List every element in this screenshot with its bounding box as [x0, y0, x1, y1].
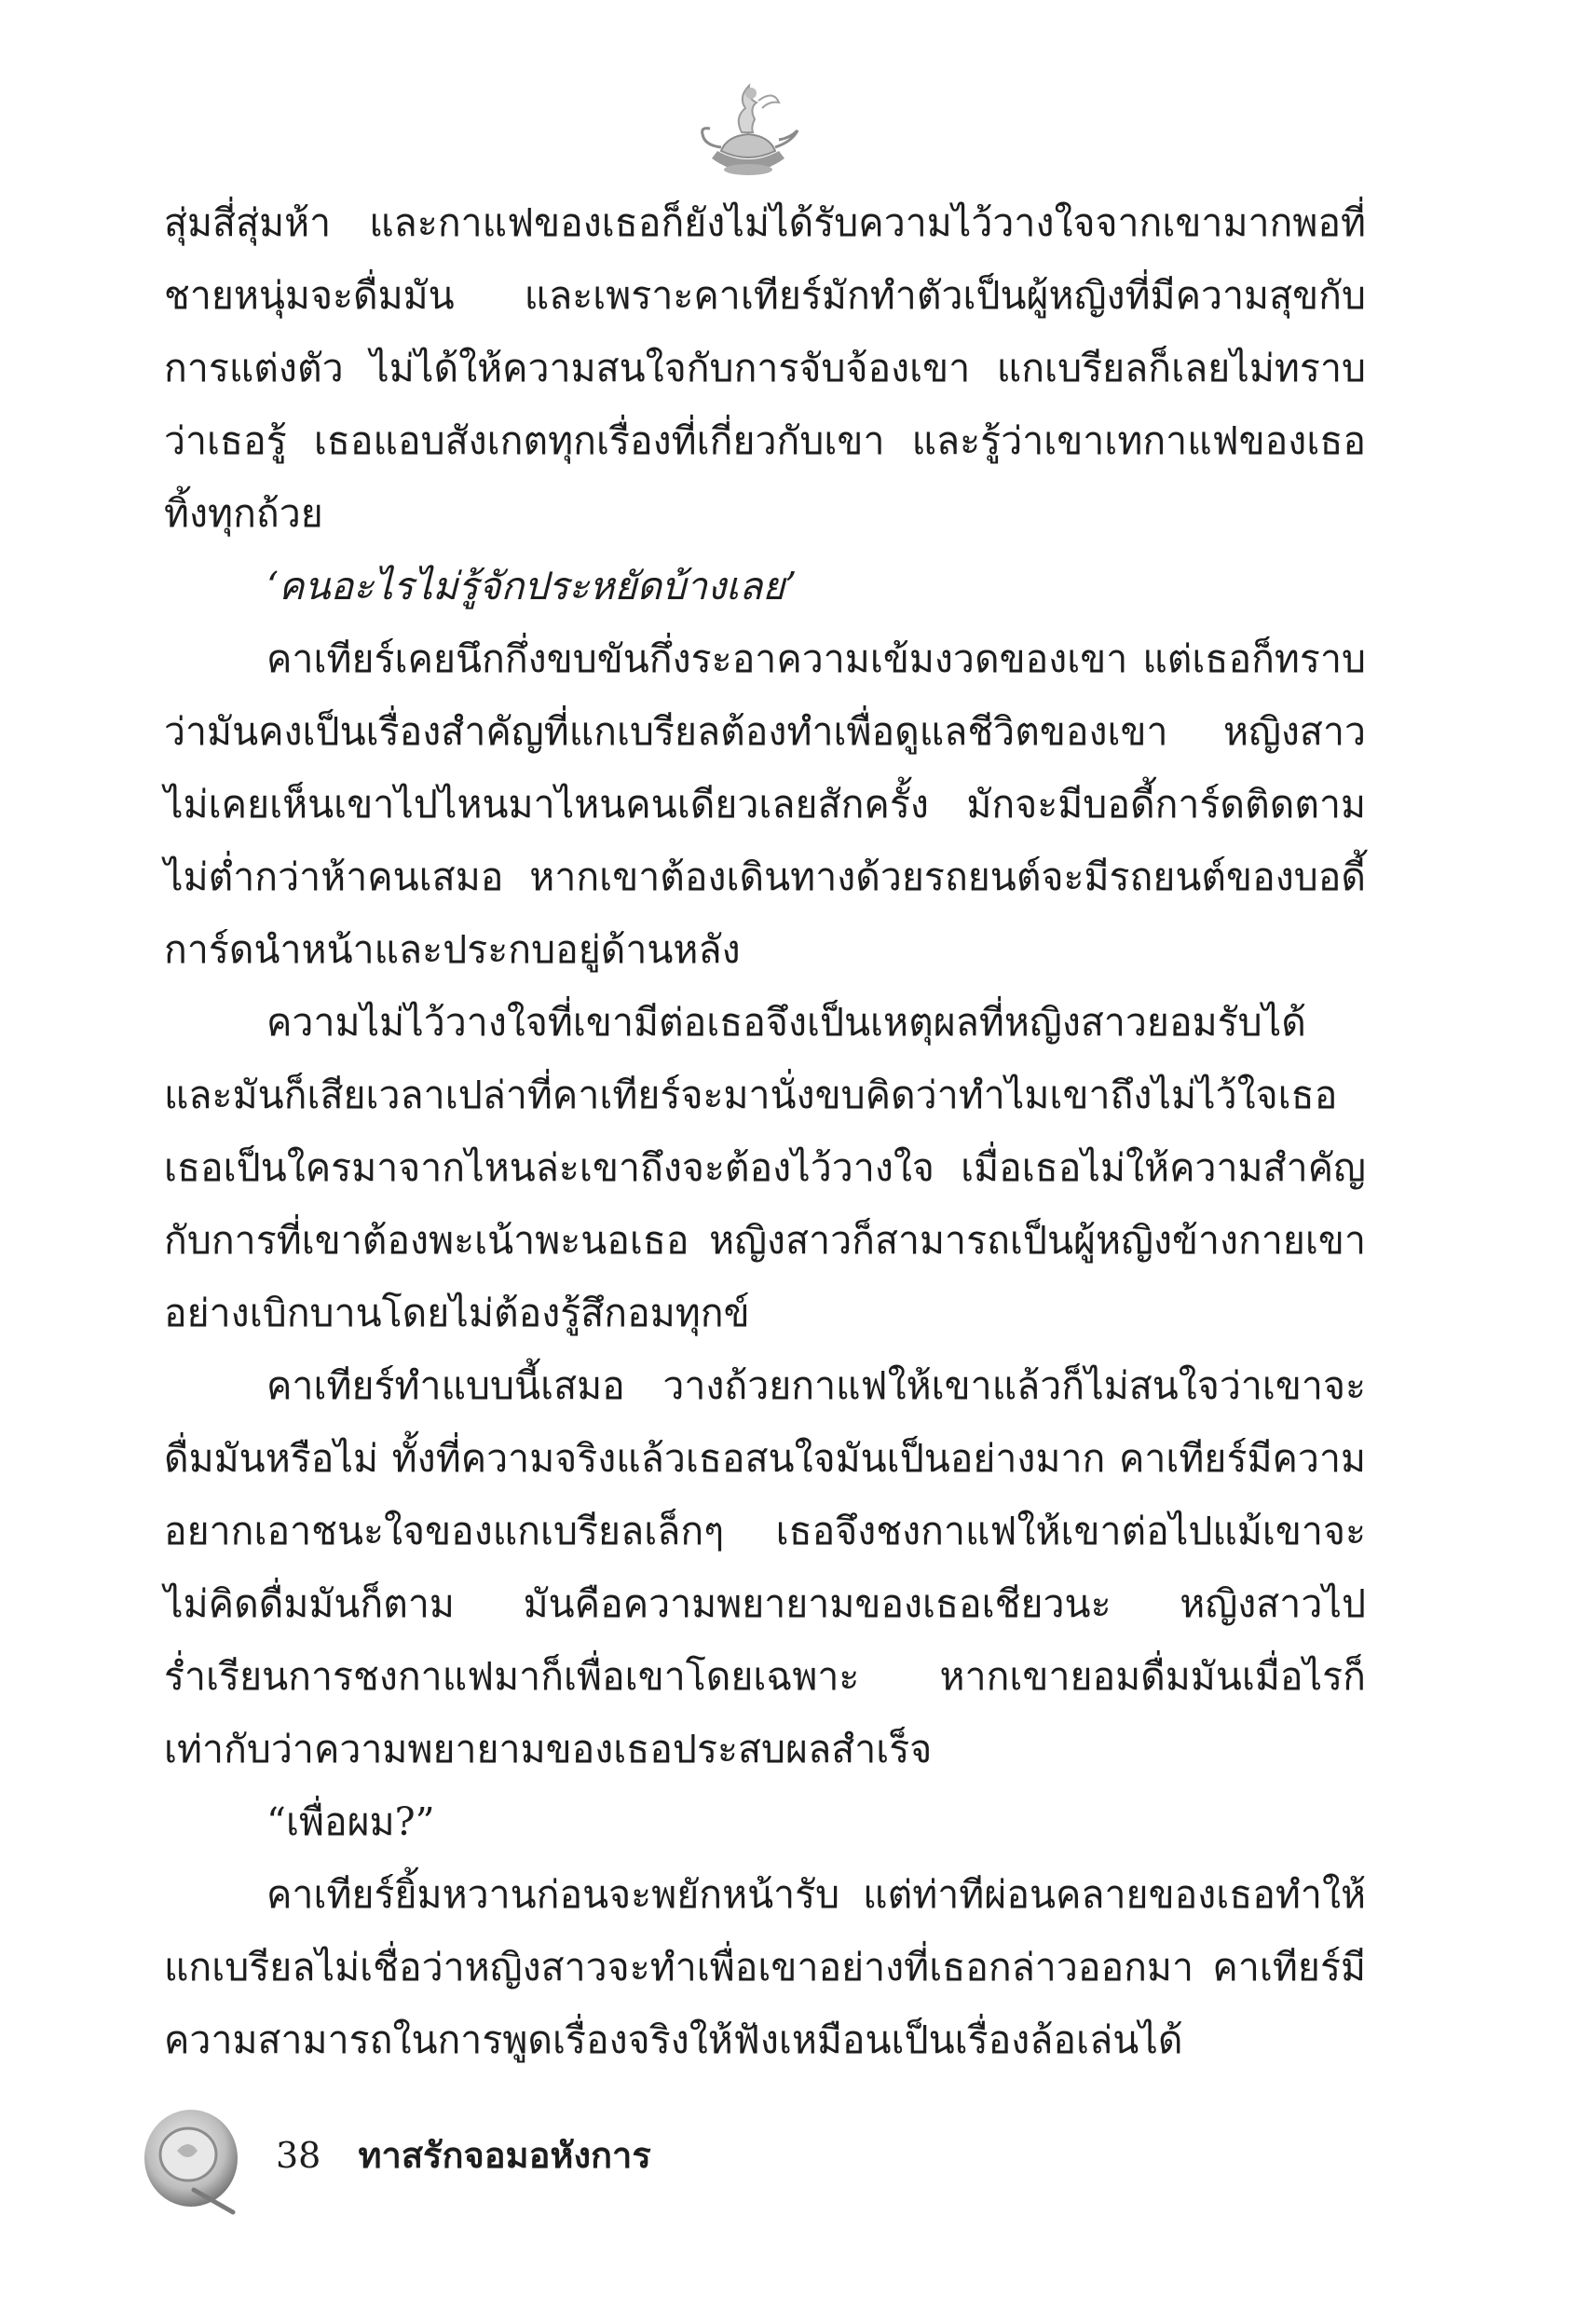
paragraph-6-dialogue: “เพื่อผม?”: [266, 1799, 435, 1844]
genie-lamp-icon: [693, 80, 803, 185]
paragraph-3: คาเทียร์เคยนึกกึ่งขบขันกึ่งระอาความเข้มงวดของเขา แต่เธอก็ทราบว่ามันคงเป็นเรื่องสำคัญที่แกเบรียลต้องทำเพื่อดูแลชีวิตของเขา หญิงสาวไม่เคยเห็นเขาไปไหนมาไหนคนเดียวเลยสักครั้ง มักจะมีบอดี้การ์ดติดตามไม่ต่ำกว่าห้าคนเสมอ หากเขาต้องเดินทางด้วยรถยนต์จะมีรถยนต์ของบอดี้การ์ดนำหน้าและประกบอยู่ด้านหลัง: [164, 636, 1366, 972]
paragraph-7: คาเทียร์ยิ้มหวานก่อนจะพยักหน้ารับ แต่ท่าทีผ่อนคลายของเธอทำให้แกเบรียลไม่เชื่อว่าหญิงสาวจะทำเพื่อเขาอย่างที่เธอกล่าวออกมา คาเทียร์มีความสามารถในการพูดเรื่องจริงให้ฟังเหมือนเป็นเรื่องล้อเล่นได้: [164, 1872, 1366, 2062]
paragraph-5: คาเทียร์ทำแบบนี้เสมอ วางถ้วยกาแฟให้เขาแล้วก็ไม่สนใจว่าเขาจะดื่มมันหรือไม่ ทั้งที่ความจริงแล้วเธอสนใจมันเป็นอย่างมาก คาเทียร์มีความอยากเอาชนะใจของแกเบรียลเล็กๆ เธอจึงชงกาแฟให้เขาต่อไปแม้เขาจะไม่คิดดื่มมันก็ตาม มันคือความพยายามของเธอเชียวนะ หญิงสาวไปร่ำเรียนการชงกาแฟมาก็เพื่อเขาโดยเฉพาะ หากเขายอมดื่มมันเมื่อไรก็เท่ากับว่าความพยายามของเธอประสบผลสำเร็จ: [164, 1363, 1366, 1771]
paragraph-2-thought: ‘คนอะไรไม่รู้จักประหยัดบ้างเลย’: [266, 564, 798, 609]
coffee-cup-icon: [140, 2104, 242, 2216]
footer-text: [276, 2132, 651, 2179]
page-number: 38: [276, 2135, 321, 2176]
paragraph-1: สุ่มสี่สุ่มห้า และกาแฟของเธอก็ยังไม่ได้รับความไว้วางใจจากเขามากพอที่ชายหนุ่มจะดื่มมัน และเพราะคาเทียร์มักทำตัวเป็นผู้หญิงที่มีความสุขกับการแต่งตัว ไม่ได้ให้ความสนใจกับการจับจ้องเขา แกเบรียลก็เลยไม่ทราบว่าเธอรู้ เธอแอบสังเกตทุกเรื่องที่เกี่ยวกับเขา และรู้ว่าเขาเทกาแฟของเธอทิ้งทุกถ้วย: [164, 200, 1366, 536]
page-footer: [140, 2104, 792, 2216]
book-title: ทาสรักจอมอหังการ: [358, 2135, 651, 2176]
body-text: [164, 186, 1366, 2076]
paragraph-4: ความไม่ไว้วางใจที่เขามีต่อเธอจึงเป็นเหตุผลที่หญิงสาวยอมรับได้ และมันก็เสียเวลาเปล่าที่คาเทียร์จะมานั่งขบคิดว่าทำไมเขาถึงไม่ไว้ใจเธอ เธอเป็นใครมาจากไหนล่ะเขาถึงจะต้องไว้วางใจ เมื่อเธอไม่ให้ความสำคัญกับการที่เขาต้องพะเน้าพะนอเธอ หญิงสาวก็สามารถเป็นผู้หญิงข้างกายเขาอย่างเบิกบานโดยไม่ต้องรู้สึกอมทุกข์: [164, 1000, 1366, 1335]
